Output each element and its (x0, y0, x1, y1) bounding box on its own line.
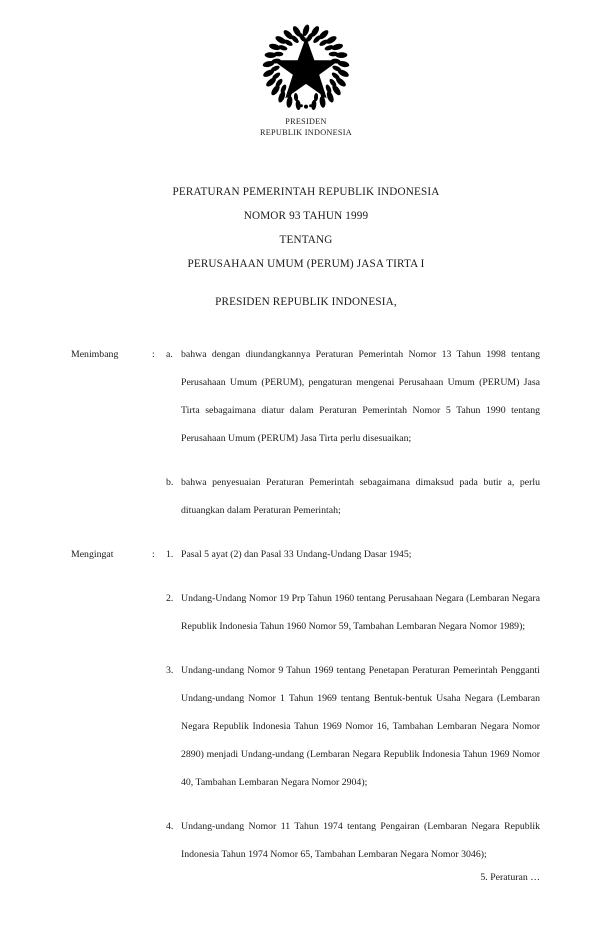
list-item-marker: a. (166, 349, 173, 360)
list-item-marker: 4. (166, 821, 174, 832)
list-item-text: bahwa dengan diundangkannya Peraturan Pemerintah Nomor 13 Tahun 1998 tentang Perusahaan Umum (PERUM), pengaturan mengenai Perusahaan Umum (PERUM) Jasa Tirta sebagaimana diatur dalam Peraturan Pemerintah Nomor 5 Tahun 1990 tentang Perusahaan Umum (PERUM) Jasa Tirta perlu disesuaikan; (181, 349, 540, 444)
page-title: PERATURAN PEMERINTAH REPUBLIK INDONESIA (172, 186, 440, 198)
list-item-marker: 2. (166, 593, 174, 604)
list-item (166, 341, 540, 453)
menimbang-label: Menimbang (71, 349, 119, 360)
menimbang-row (71, 341, 540, 525)
menimbang-colon: : (152, 349, 155, 360)
opening-authority-line: PRESIDEN REPUBLIK INDONESIA, (215, 296, 397, 308)
tentang-label: TENTANG (279, 234, 333, 246)
mengingat-row (71, 541, 540, 869)
list-item-text: bahwa penyesuaian Peraturan Pemerintah sebagaimana dimaksud pada butir a, perlu dituangkan dalam Peraturan Pemerintah; (181, 477, 540, 516)
list-item-marker: b. (166, 477, 174, 488)
menimbang-items (166, 341, 540, 525)
page-catchword: 5. Peraturan … (480, 872, 540, 883)
emblem-caption (0, 116, 612, 138)
regulation-subject: PERUSAHAAN UMUM (PERUM) JASA TIRTA I (187, 258, 425, 270)
list-item (166, 469, 540, 525)
list-item-marker: 1. (166, 549, 174, 560)
document-emblem-block (0, 22, 612, 138)
list-item-text: Undang-Undang Nomor 19 Prp Tahun 1960 tentang Perusahaan Negara (Lembaran Negara Republik Indonesia Tahun 1960 Nomor 59, Tambahan Lembaran Negara Nomor 1989); (181, 593, 540, 632)
list-item-marker: 3. (166, 665, 174, 676)
menimbang-section (71, 341, 540, 525)
document-title-block (0, 180, 612, 276)
list-item (166, 541, 540, 569)
regulation-number: NOMOR 93 TAHUN 1999 (243, 210, 369, 222)
list-item-text: Pasal 5 ayat (2) dan Pasal 33 Undang-Undang Dasar 1945; (181, 549, 412, 560)
list-item (166, 585, 540, 641)
emblem-caption-line-1: PRESIDEN (285, 117, 327, 126)
mengingat-section (71, 541, 540, 869)
mengingat-label: Mengingat (71, 549, 114, 560)
garuda-star-wreath-emblem (260, 22, 352, 114)
list-item (166, 657, 540, 797)
list-item (166, 813, 540, 869)
mengingat-items (166, 541, 540, 869)
list-item-text: Undang-undang Nomor 11 Tahun 1974 tentang Pengairan (Lembaran Negara Republik Indonesia Tahun 1974 Nomor 65, Tambahan Lembaran Negara Nomor 3046); (181, 821, 540, 860)
mengingat-colon: : (152, 549, 155, 560)
emblem-caption-line-2: REPUBLIK INDONESIA (259, 128, 353, 137)
list-item-text: Undang-undang Nomor 9 Tahun 1969 tentang Penetapan Peraturan Pemerintah Pengganti Undang-undang Nomor 1 Tahun 1969 tentang Bentuk-bentuk Usaha Negara (Lembaran Negara Republik Indonesia Tahun 1969 Nomor 16, Tambahan Lembaran Negara Nomor 2890) menjadi Undang-undang (Lembaran Negara Republik Indonesia Tahun 1969 Nomor 40, Tambahan Lembaran Negara Nomor 2904); (181, 665, 540, 788)
